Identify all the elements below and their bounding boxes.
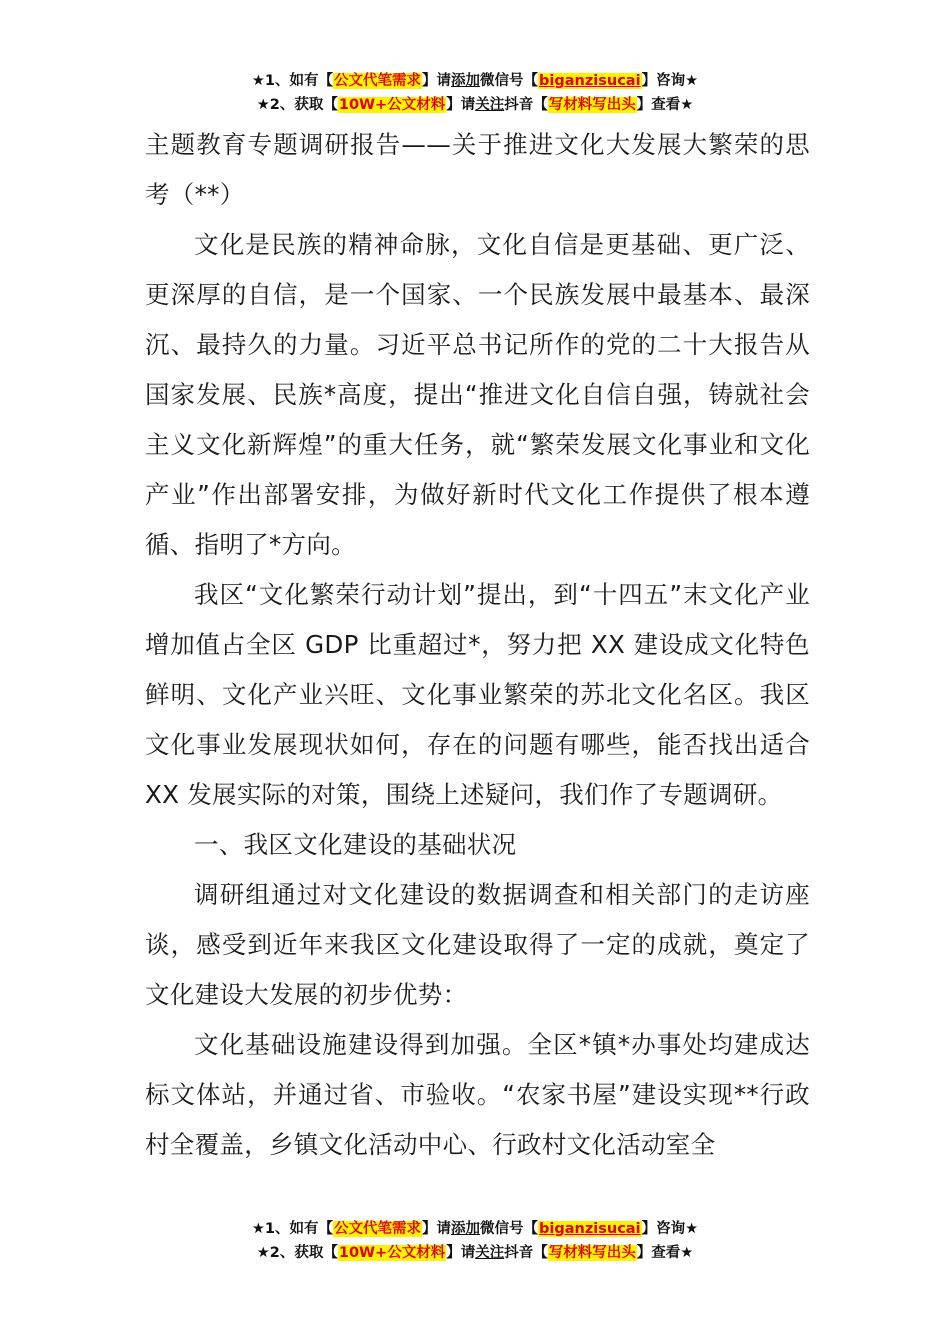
promo-line-1-bottom — [0, 1218, 950, 1242]
promo-line-1-prefix: ★1、如有【 — [251, 1221, 334, 1237]
promo-line-2-suffix: 】查看★ — [636, 1245, 694, 1261]
promo-wechat-id[interactable]: biganzisucai — [539, 1221, 641, 1237]
promo-banner-top — [0, 70, 950, 118]
promo-highlight-ghostwriting: 公文代笔需求 — [334, 73, 422, 89]
promo-douyin-account[interactable]: 写材料写出头 — [548, 1245, 636, 1261]
promo-highlight-materials: 10W+公文材料 — [338, 1245, 446, 1261]
promo-line-2 — [0, 94, 950, 118]
promo-line-1-mid: 】请 — [422, 73, 452, 89]
promo-line-2-mid: 】请 — [446, 1245, 476, 1261]
promo-line-2-mid: 】请 — [446, 97, 476, 113]
promo-highlight-ghostwriting: 公文代笔需求 — [334, 1221, 422, 1237]
promo-line-2-bottom — [0, 1242, 950, 1266]
promo-line-2-suffix: 】查看★ — [636, 97, 694, 113]
promo-line-2-prefix: ★2、获取【 — [256, 97, 338, 113]
promo-line-1 — [0, 70, 950, 94]
promo-line-1-mid: 】请 — [422, 1221, 452, 1237]
promo-line-1-mid2: 微信号【 — [480, 73, 539, 89]
promo-line-1-mid2: 微信号【 — [480, 1221, 539, 1237]
promo-banner-bottom — [0, 1218, 950, 1266]
promo-line-2-prefix: ★2、获取【 — [256, 1245, 338, 1261]
promo-follow-text: 关注 — [475, 97, 505, 113]
promo-add-text: 添加 — [451, 73, 481, 89]
document-title: 主题教育专题调研报告——关于推进文化大发展大繁荣的思考（**） — [145, 130, 810, 209]
section-heading-1: 一、我区文化建设的基础状况 — [194, 830, 517, 859]
paragraph-research: 调研组通过对文化建设的数据调查和相关部门的走访座谈，感受到近年来我区文化建设取得了一定的成就，奠定了文化建设大发展的初步优势： — [145, 880, 810, 1009]
promo-line-1-suffix: 】咨询★ — [641, 73, 699, 89]
promo-douyin-account[interactable]: 写材料写出头 — [548, 97, 636, 113]
promo-highlight-materials: 10W+公文材料 — [338, 97, 446, 113]
promo-line-1-suffix: 】咨询★ — [641, 1221, 699, 1237]
document-body — [145, 120, 810, 1170]
promo-follow-text: 关注 — [475, 1245, 505, 1261]
promo-line-2-mid2: 抖音【 — [504, 97, 548, 113]
promo-line-1-prefix: ★1、如有【 — [251, 73, 334, 89]
promo-line-2-mid2: 抖音【 — [504, 1245, 548, 1261]
promo-wechat-id[interactable]: biganzisucai — [539, 73, 641, 89]
paragraph-plan: 我区“文化繁荣行动计划”提出，到“十四五”末文化产业增加值占全区 GDP 比重超过*，努力把 XX 建设成文化特色鲜明、文化产业兴旺、文化事业繁荣的苏北文化名区。我区文化事业发展现状如何，存在的问题有哪些，能否找出适合 XX 发展实际的对策，围绕上述疑问，我们作了专题调研。 — [145, 580, 810, 809]
promo-add-text: 添加 — [451, 1221, 481, 1237]
paragraph-intro: 文化是民族的精神命脉，文化自信是更基础、更广泛、更深厚的自信，是一个国家、一个民族发展中最基本、最深沉、最持久的力量。习近平总书记所作的党的二十大报告从国家发展、民族*高度，提出“推进文化自信自强，铸就社会主义文化新辉煌”的重大任务，就“繁荣发展文化事业和文化产业”作出部署安排，为做好新时代文化工作提供了根本遵循、指明了*方向。 — [145, 230, 810, 559]
paragraph-infrastructure: 文化基础设施建设得到加强。全区*镇*办事处均建成达标文体站，并通过省、市验收。“农家书屋”建设实现**行政村全覆盖，乡镇文化活动中心、行政村文化活动室全 — [145, 1030, 810, 1159]
